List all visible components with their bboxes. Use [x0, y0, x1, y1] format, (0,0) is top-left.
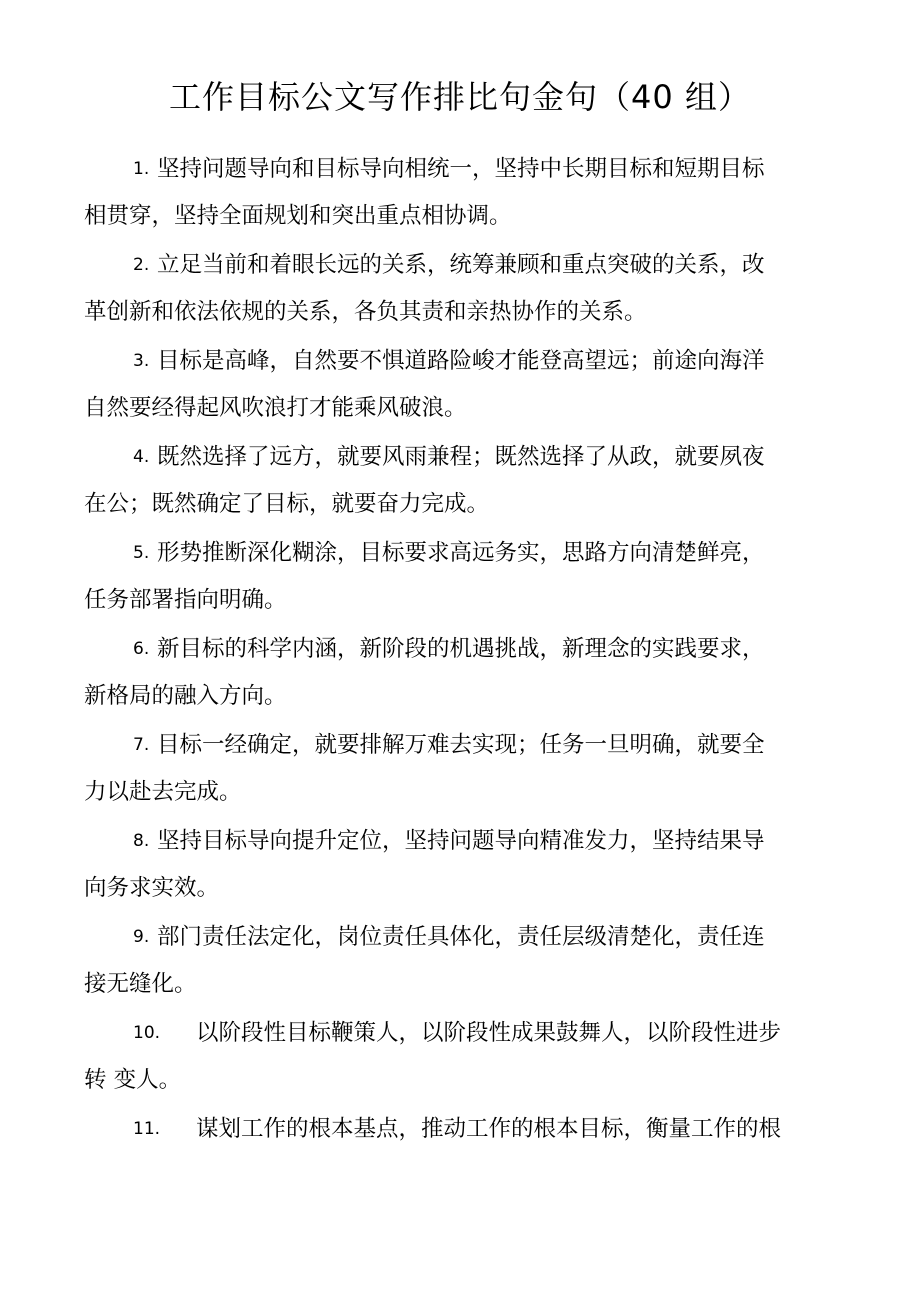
- list-item: [0, 341, 920, 381]
- document-title: 工作目标公文写作排比句金句（40 组）: [169, 78, 751, 116]
- list-item-continuation: [0, 1060, 920, 1100]
- item-text-line: 形势推断深化糊涂，目标要求高远务实，思路方向清楚鲜亮，: [157, 540, 765, 566]
- list-item: [0, 821, 920, 861]
- list-item: [0, 725, 920, 765]
- item-text-line: 新格局的融入方向。: [84, 683, 287, 709]
- item-text-line: 接无缝化。: [84, 971, 197, 997]
- list-item: [0, 629, 920, 669]
- item-number: 6.: [133, 639, 150, 659]
- item-text-line: 向务求实效。: [84, 875, 220, 901]
- list-item-continuation: [0, 676, 920, 716]
- item-text-line: 谋划工作的根本基点，推动工作的根本目标，衡量工作的根: [196, 1116, 782, 1142]
- item-number: 8.: [133, 831, 150, 851]
- list-item-continuation: [0, 868, 920, 908]
- item-text-line: 革创新和依法依规的关系，各负其责和亲热协作的关系。: [84, 299, 647, 325]
- list-item: [0, 533, 920, 573]
- item-text-line: 既然选择了远方，就要风雨兼程；既然选择了从政，就要夙夜: [157, 444, 765, 470]
- list-item: [0, 1109, 920, 1149]
- item-number: 4.: [133, 447, 150, 467]
- item-text-line: 转 变人。: [84, 1067, 182, 1093]
- item-number: 7.: [133, 735, 150, 755]
- item-text-line: 目标一经确定，就要排解万难去实现；任务一旦明确，就要全: [157, 732, 765, 758]
- list-item: [0, 1013, 920, 1053]
- list-item: [0, 149, 920, 189]
- item-number: 2.: [133, 255, 150, 275]
- item-text-line: 自然要经得起风吹浪打才能乘风破浪。: [84, 395, 467, 421]
- item-text-line: 以阶段性目标鞭策人，以阶段性成果鼓舞人，以阶段性进步: [196, 1020, 782, 1046]
- item-number: 11.: [133, 1119, 161, 1139]
- list-item-continuation: [0, 484, 920, 524]
- item-number: 10.: [133, 1023, 161, 1043]
- item-number: 5.: [133, 543, 150, 563]
- item-text-line: 在公；既然确定了目标，就要奋力完成。: [84, 491, 490, 517]
- item-text-line: 坚持目标导向提升定位，坚持问题导向精准发力，坚持结果导: [157, 828, 765, 854]
- item-text-line: 立足当前和着眼长远的关系，统筹兼顾和重点突破的关系，改: [157, 252, 765, 278]
- list-item-continuation: [0, 292, 920, 332]
- list-item: [0, 917, 920, 957]
- item-text-line: 任务部署指向明确。: [84, 587, 287, 613]
- item-text-line: 部门责任法定化，岗位责任具体化，责任层级清楚化，责任连: [157, 924, 765, 950]
- item-text-line: 相贯穿，坚持全面规划和突出重点相协调。: [84, 203, 512, 229]
- item-number: 9.: [133, 927, 150, 947]
- list-item-continuation: [0, 964, 920, 1004]
- item-text-line: 力以赴去完成。: [84, 779, 242, 805]
- list-item-continuation: [0, 388, 920, 428]
- item-number: 1.: [133, 159, 150, 179]
- list-item-continuation: [0, 772, 920, 812]
- item-text-line: 坚持问题导向和目标导向相统一，坚持中长期目标和短期目标: [157, 156, 765, 182]
- list-item-continuation: [0, 580, 920, 620]
- list-item-continuation: [0, 196, 920, 236]
- item-number: 3.: [133, 351, 150, 371]
- item-text-line: 新目标的科学内涵，新阶段的机遇挑战，新理念的实践要求，: [157, 636, 765, 662]
- list-item: [0, 245, 920, 285]
- list-item: [0, 437, 920, 477]
- item-text-line: 目标是高峰，自然要不惧道路险峻才能登高望远；前途向海洋: [157, 348, 765, 374]
